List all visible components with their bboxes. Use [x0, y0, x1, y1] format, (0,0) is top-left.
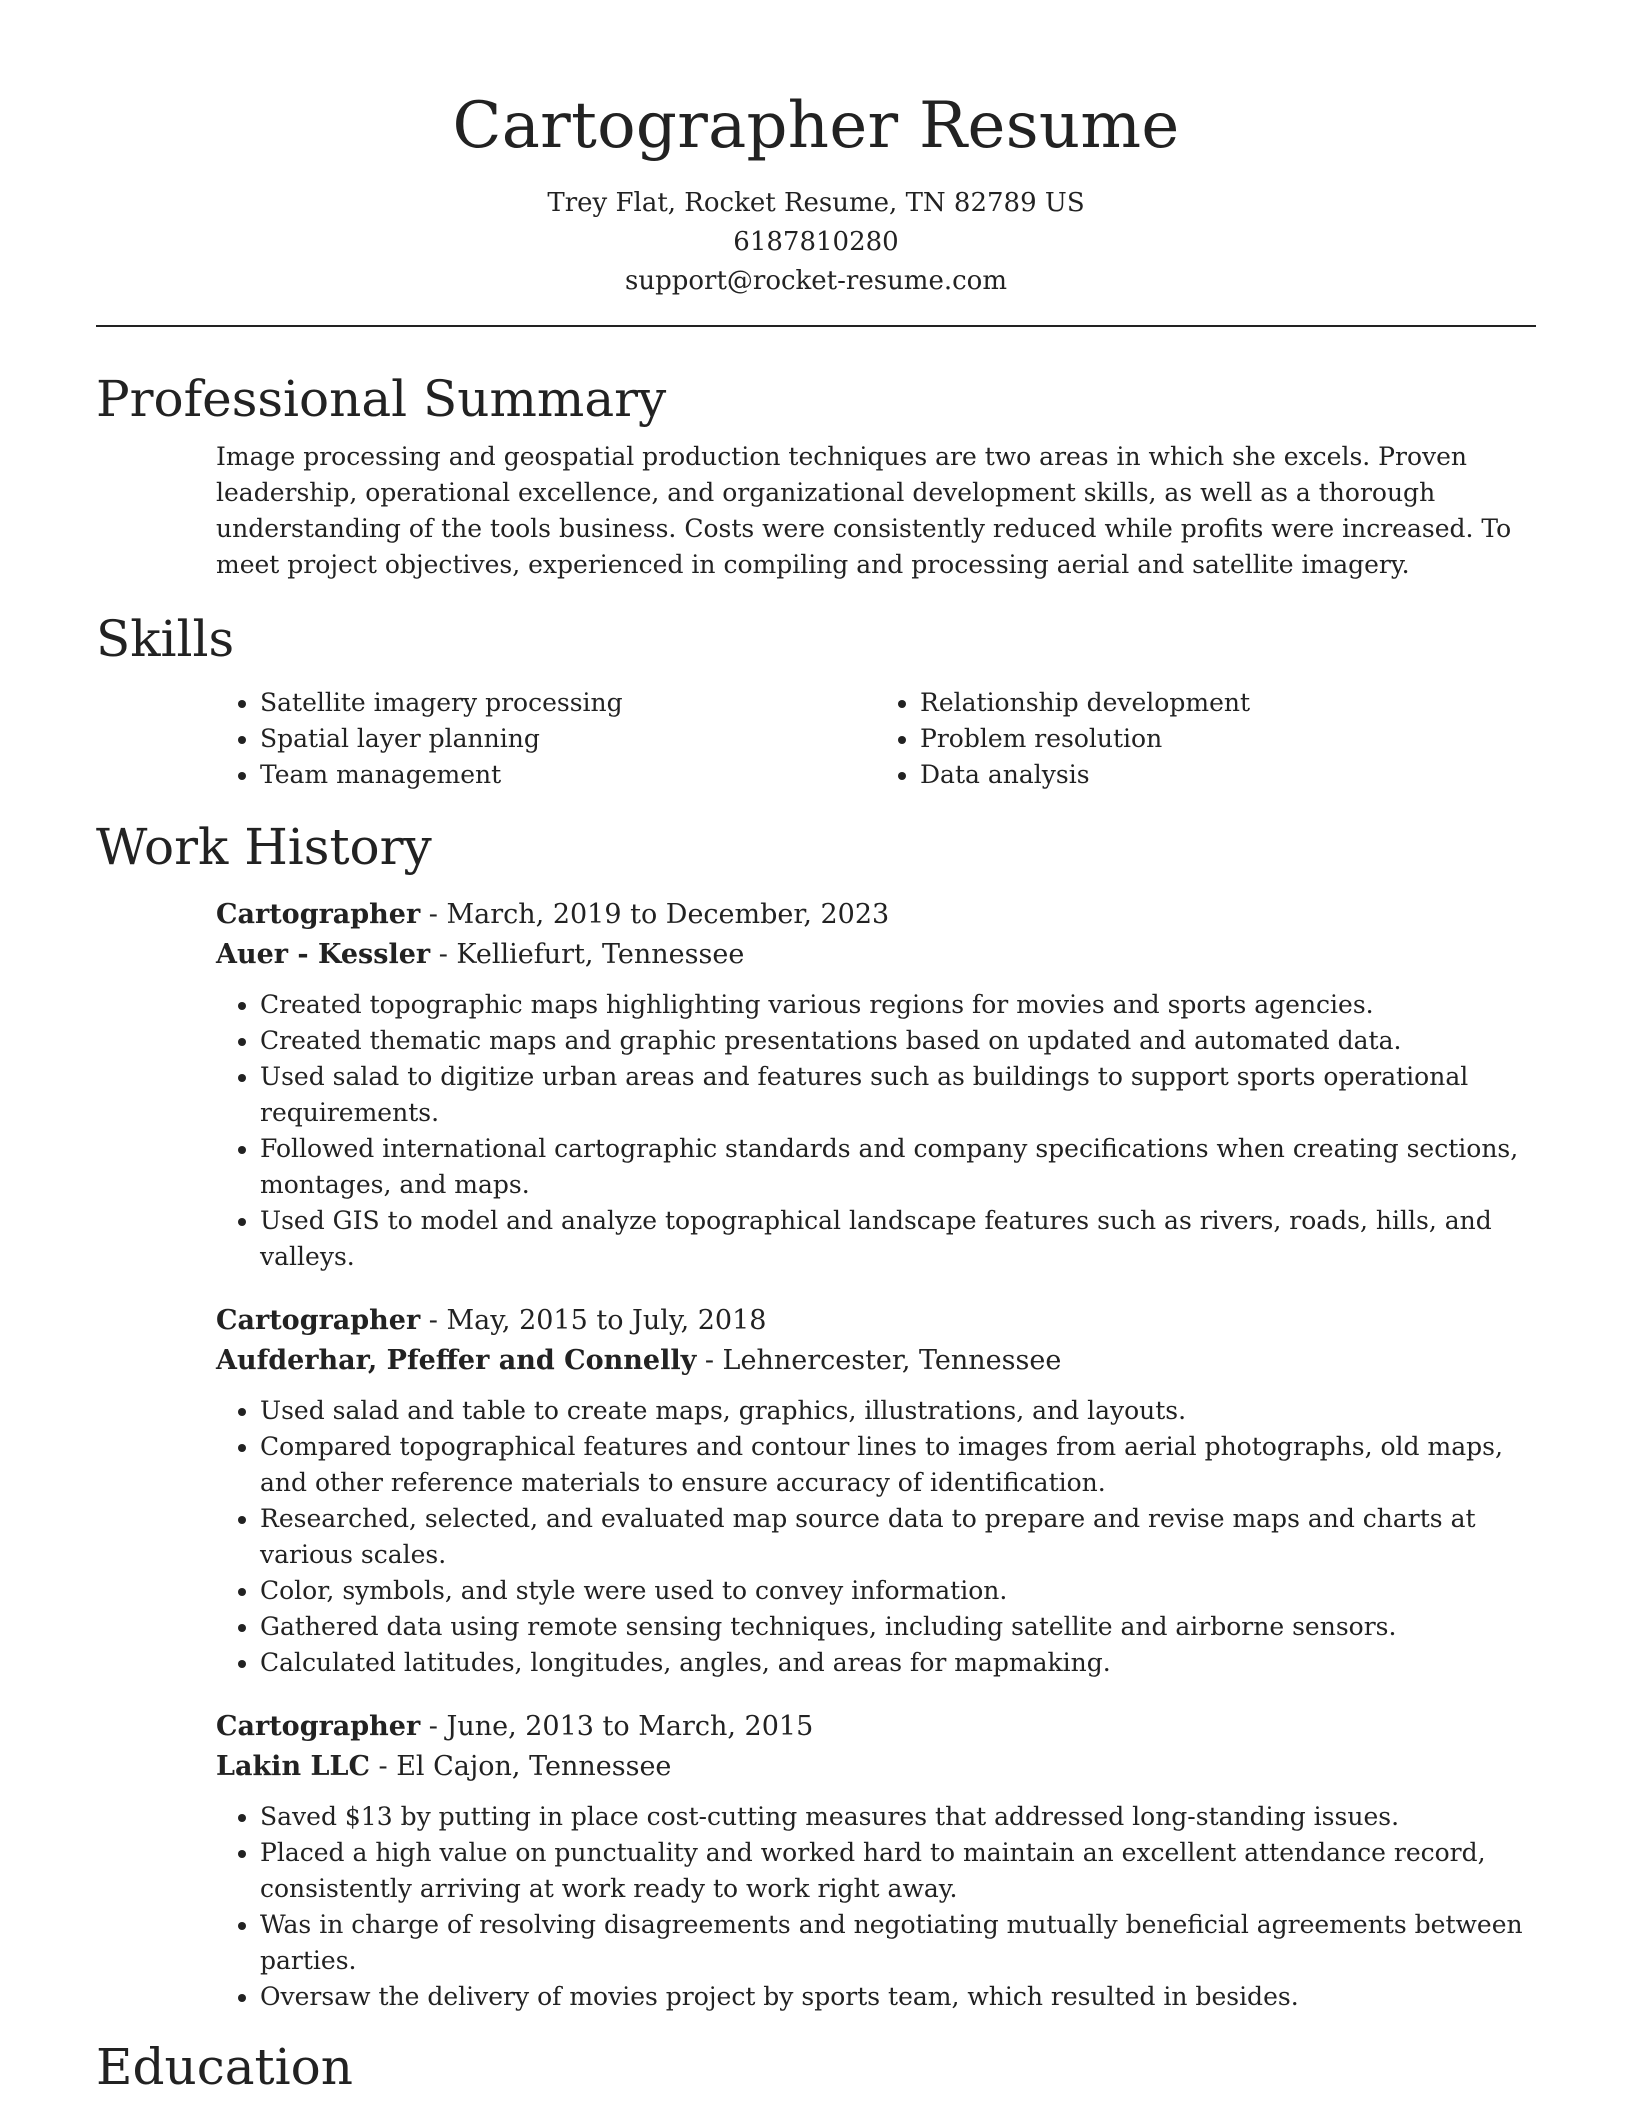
skills-section [96, 607, 1536, 793]
education-heading: Education [96, 2038, 353, 2096]
job-bullet: • Created topographic maps highlighting various regions for movies and sports agencies. [260, 987, 1536, 1023]
contact-address: Trey Flat, Rocket Resume, TN 82789 US [547, 188, 1085, 218]
job-bullet: • Followed international cartographic standards and company specifications when creating sections, montages, and maps. [260, 1131, 1536, 1203]
job-company-line [216, 935, 1536, 975]
summary-section [96, 367, 1536, 583]
job-bullets [216, 987, 1536, 1275]
job-bullet: • Calculated latitudes, longitudes, angles, and areas for mapmaking. [260, 1645, 1536, 1681]
job-bullet: • Used salad and table to create maps, graphics, illustrations, and layouts. [260, 1393, 1536, 1429]
job-bullet: • Used salad to digitize urban areas and features such as buildings to support sports operational requirements. [260, 1059, 1536, 1131]
job-role: Cartographer [216, 1711, 421, 1742]
job-company: Aufderhar, Pfeffer and Connelly [216, 1345, 697, 1376]
job-dates: - June, 2013 to March, 2015 [420, 1711, 814, 1742]
job-bullet: • Oversaw the delivery of movies project by sports team, which resulted in besides. [260, 1979, 1536, 2015]
job-entry [216, 1301, 1536, 1681]
contact-phone: 6187810280 [733, 227, 899, 257]
job-bullet: • Placed a high value on punctuality and worked hard to maintain an excellent attendance record, consistently arriving at work ready to work right away. [260, 1835, 1536, 1907]
job-title-line [216, 895, 1536, 935]
skill-item: • Team management [260, 757, 876, 793]
job-bullets [216, 1799, 1536, 2015]
header-divider [96, 325, 1536, 327]
job-location: - Kelliefurt, Tennessee [430, 939, 745, 970]
contact-email: support@rocket-resume.com [624, 266, 1007, 296]
job-bullet: • Created thematic maps and graphic presentations based on updated and automated data. [260, 1023, 1536, 1059]
job-title-line [216, 1707, 1536, 1747]
job-bullets [216, 1393, 1536, 1681]
contact-block [96, 184, 1536, 301]
skill-item: • Satellite imagery processing [260, 685, 876, 721]
resume-page [96, 0, 1536, 2099]
job-bullet: • Compared topographical features and contour lines to images from aerial photographs, old maps, and other reference materials to ensure accuracy of identification. [260, 1429, 1536, 1501]
skill-item: • Data analysis [920, 757, 1536, 793]
job-role: Cartographer [216, 1305, 421, 1336]
job-bullet: • Researched, selected, and evaluated map source data to prepare and revise maps and charts at various scales. [260, 1501, 1536, 1573]
skills-column-left [216, 685, 876, 793]
page-title: Cartographer Resume [452, 89, 1180, 163]
job-location: - Lehnercester, Tennessee [696, 1345, 1062, 1376]
work-history-heading: Work History [96, 818, 432, 876]
job-bullet: • Was in charge of resolving disagreements and negotiating mutually beneficial agreements between parties. [260, 1907, 1536, 1979]
skill-item: • Relationship development [920, 685, 1536, 721]
summary-text: Image processing and geospatial production techniques are two areas in which she excels. Proven leadership, operational excellence, and organizational development skills, as well as a thorough understanding of the tools business. Costs were consistently reduced while profits were increased. To meet project objectives, experienced in compiling and processing aerial and satellite imagery. [216, 442, 1512, 579]
skills-list [216, 685, 1536, 793]
education-section [96, 2035, 1536, 2099]
job-bullet: • Saved $13 by putting in place cost-cutting measures that addressed long-standing issues. [260, 1799, 1536, 1835]
work-history-section [96, 815, 1536, 2015]
job-company-line [216, 1341, 1536, 1381]
job-company: Lakin LLC [216, 1751, 370, 1782]
skill-item: • Spatial layer planning [260, 721, 876, 757]
job-entry [216, 895, 1536, 1275]
job-company: Auer - Kessler [216, 939, 431, 970]
job-role: Cartographer [216, 899, 421, 930]
job-location: - El Cajon, Tennessee [369, 1751, 672, 1782]
job-company-line [216, 1747, 1536, 1787]
skill-item: • Problem resolution [920, 721, 1536, 757]
job-bullet: • Color, symbols, and style were used to convey information. [260, 1573, 1536, 1609]
job-entry [216, 1707, 1536, 2015]
skills-heading: Skills [96, 610, 235, 668]
resume-header [96, 0, 1536, 301]
job-title-line [216, 1301, 1536, 1341]
summary-heading: Professional Summary [96, 370, 667, 428]
job-dates: - May, 2015 to July, 2018 [420, 1305, 767, 1336]
job-bullet: • Gathered data using remote sensing techniques, including satellite and airborne sensors. [260, 1609, 1536, 1645]
job-bullet: • Used GIS to model and analyze topographical landscape features such as rivers, roads, hills, and valleys. [260, 1203, 1536, 1275]
skills-column-right [876, 685, 1536, 793]
job-dates: - March, 2019 to December, 2023 [420, 899, 890, 930]
